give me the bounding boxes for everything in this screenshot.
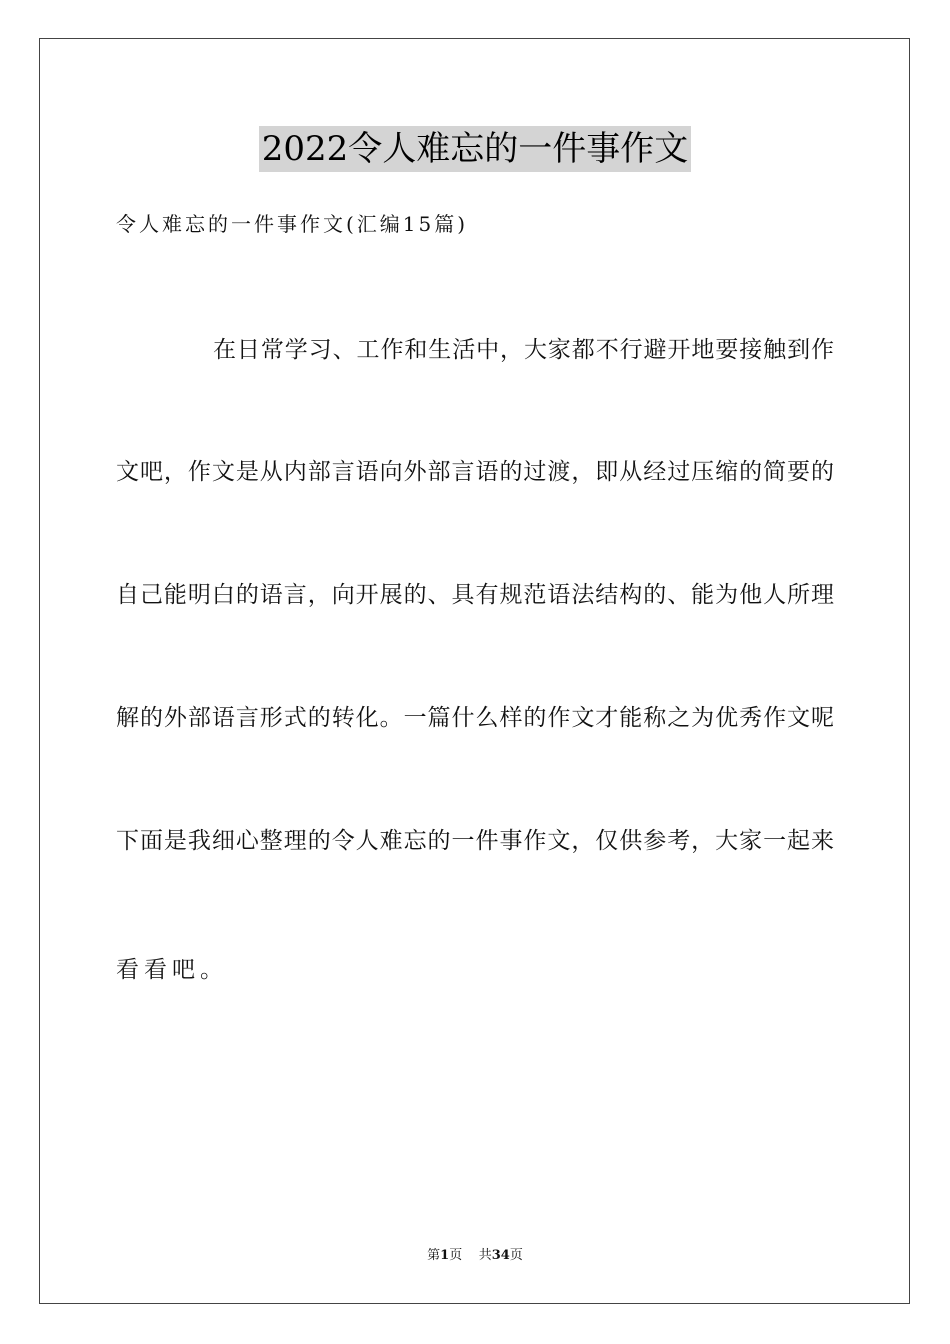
paragraph-line: 看看吧。 [116, 957, 228, 983]
page-footer [0, 1247, 950, 1265]
total-suffix: 页 [509, 1248, 523, 1263]
paragraph-line: 文吧，作文是从内部言语向外部言语的过渡，即从经过压缩的简要的 [116, 459, 834, 485]
paragraph-line: 下面是我细心整理的令人难忘的一件事作文，仅供参考，大家一起来 [116, 828, 834, 854]
paragraph-line: 在日常学习、工作和生活中，大家都不行避开地要接触到作 [213, 337, 834, 363]
document-subtitle: 令人难忘的一件事作文(汇编15篇) [116, 212, 469, 236]
paragraph-line: 解的外部语言形式的转化。一篇什么样的作文才能称之为优秀作文呢 [116, 705, 834, 731]
page-suffix: 页 [449, 1248, 463, 1263]
total-pages: 34 [491, 1248, 510, 1263]
page-number: 1 [440, 1248, 450, 1263]
total-prefix: 共 [478, 1248, 492, 1263]
title-container [0, 126, 950, 172]
paragraph-line: 自己能明白的语言，向开展的、具有规范语法结构的、能为他人所理 [116, 582, 834, 608]
document-title: 2022令人难忘的一件事作文 [259, 126, 692, 172]
page-prefix: 第 [427, 1248, 441, 1263]
